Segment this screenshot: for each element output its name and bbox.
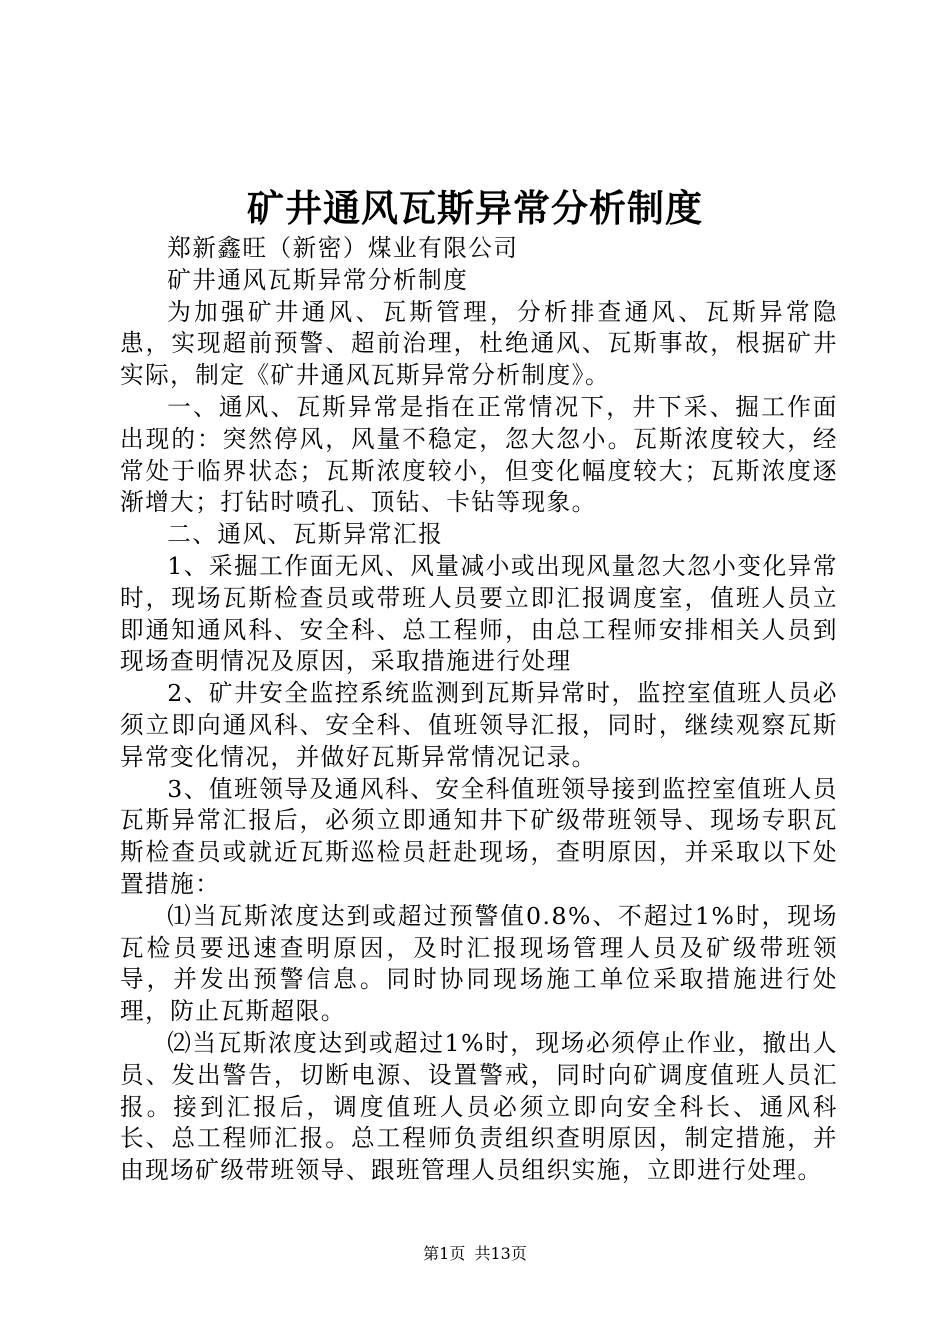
section-heading-2: 二、通风、瓦斯异常汇报: [167, 520, 444, 549]
page-footer: [0, 1242, 950, 1266]
paragraph-item-1: 1、采掘工作面无风、风量减小或出现风量忽大忽小变化异常时，现场瓦斯检查员或带班人员要立即汇报调度室，值班人员立即通知通风科、安全科、总工程师，由总工程师安排相关人员到现场查明情况及原因，采取措施进行处理: [120, 551, 838, 676]
paragraph-subitem-2: ⑵当瓦斯浓度达到或超过1%时，现场必须停止作业，撤出人员、发出警告，切断电源、设置警戒，同时向矿调度值班人员汇报。接到汇报后，调度值班人员必须立即向安全科长、通风科长、总工程师汇报。总工程师负责组织查明原因，制定措施，并由现场矿级带班领导、跟班管理人员组织实施，立即进行处理。: [120, 1028, 838, 1185]
company-name: 郑新鑫旺（新密）煤业有限公司: [167, 234, 519, 262]
subtitle: 矿井通风瓦斯异常分析制度: [167, 265, 469, 294]
paragraph-item-2: 2、矿井安全监控系统监测到瓦斯异常时，监控室值班人员必须立即向通风科、安全科、值班领导汇报，同时，继续观察瓦斯异常变化情况，并做好瓦斯异常情况记录。: [120, 679, 838, 771]
paragraph-section-1: 一、通风、瓦斯异常是指在正常情况下，井下采、掘工作面出现的：突然停风，风量不稳定，忽大忽小。瓦斯浓度较大，经常处于临界状态；瓦斯浓度较小，但变化幅度较大；瓦斯浓度逐渐增大；打钻时喷孔、顶钻、卡钻等现象。: [120, 392, 838, 517]
paragraph-intro: 为加强矿井通风、瓦斯管理，分析排查通风、瓦斯异常隐患，实现超前预警、超前治理，杜绝通风、瓦斯事故，根据矿井实际，制定《矿井通风瓦斯异常分析制度》。: [120, 297, 838, 390]
paragraph-subitem-1: ⑴当瓦斯浓度达到或超过预警值0.8%、不超过1%时，现场瓦检员要迅速查明原因，及时汇报现场管理人员及矿级带班领导，并发出预警信息。同时协同现场施工单位采取措施进行处理，防止瓦斯超限。: [120, 901, 838, 1026]
document-title: 矿井通风瓦斯异常分析制度: [247, 186, 703, 230]
page-total: 共13页: [474, 1244, 527, 1263]
paragraph-item-3: 3、值班领导及通风科、安全科值班领导接到监控室值班人员瓦斯异常汇报后，必须立即通知井下矿级带班领导、现场专职瓦斯检查员或就近瓦斯巡检员赶赴现场，查明原因，并采取以下处置措施：: [120, 774, 838, 898]
page-number: 第1页: [423, 1244, 466, 1263]
document-body: [120, 233, 838, 1187]
